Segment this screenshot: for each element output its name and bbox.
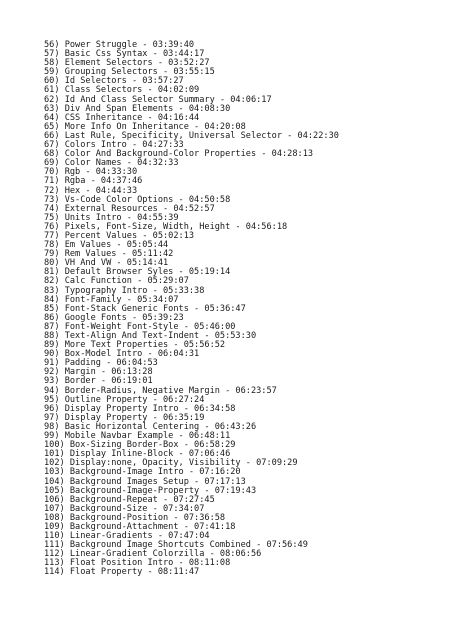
toc-line: 99) Mobile Navbar Example - 06:48:11 [44,431,231,442]
toc-line: 88) Text-Align And Text-Indent - 05:53:30 [44,331,257,341]
toc-line: 74) External Resources - 04:52:57 [44,203,215,214]
toc-line: 78) Em Values - 05:05:44 [44,240,169,251]
toc-line: 106) Background-Repeat - 07:27:45 [44,494,215,505]
toc-line: 93) Border - 06:19:01 [44,376,153,387]
toc-line: 102) Display:none, Opacity, Visibility - 07:09:29 [44,458,298,469]
toc-line: 60) Id Selectors - 03:57:27 [44,76,184,87]
toc-line: 90) Box-Model Intro - 06:04:31 [44,349,200,360]
toc-line: 61) Class Selectors - 04:02:09 [44,85,200,96]
toc-line: 65) More Info On Inheritance - 04:20:08 [44,121,246,132]
table-of-contents [44,41,339,578]
toc-line: 107) Background-Size - 07:34:07 [44,503,205,514]
toc-line: 57) Basic Css Syntax - 03:44:17 [44,49,205,60]
toc-line: 71) Rgba - 04:37:46 [44,176,143,187]
toc-line: 77) Percent Values - 05:02:13 [44,230,195,241]
toc-line: 85) Font-Stack Generic Fonts - 05:36:47 [44,303,246,314]
toc-line: 75) Units Intro - 04:55:39 [44,212,179,223]
toc-line: 110) Linear-Gradients - 07:47:04 [44,531,210,542]
toc-line: 86) Google Fonts - 05:39:23 [44,312,184,323]
toc-line: 92) Margin - 06:13:28 [44,367,153,378]
toc-line: 56) Power Struggle - 03:39:40 [44,40,195,50]
toc-line: 69) Color Names - 04:32:33 [44,158,179,169]
toc-line: 64) CSS Inheritance - 04:16:44 [44,112,200,123]
toc-line: 89) More Text Properties - 05:56:52 [44,340,226,351]
toc-line: 58) Element Selectors - 03:52:27 [44,58,210,69]
toc-line: 113) Float Position Intro - 08:11:08 [44,558,231,569]
toc-line: 62) Id And Class Selector Summary - 04:06:17 [44,94,272,105]
toc-line: 98) Basic Horizontal Centering - 06:43:26 [44,421,257,432]
toc-line: 82) Calc Function - 05:29:07 [44,276,189,287]
toc-line: 94) Border-Radius, Negative Margin - 06:23:57 [44,385,277,396]
toc-line: 81) Default Browser Syles - 05:19:14 [44,267,231,278]
toc-line: 84) Font-Family - 05:34:07 [44,294,179,305]
toc-line: 73) Vs-Code Color Options - 04:50:58 [44,194,231,205]
toc-line: 101) Display Inline-Block - 07:06:46 [44,449,231,460]
toc-line: 67) Colors Intro - 04:27:33 [44,140,184,151]
toc-line: 70) Rgb - 04:33:30 [44,167,138,178]
toc-line: 111) Background Image Shortcuts Combined - 07:56:49 [44,540,308,551]
toc-line: 59) Grouping Selectors - 03:55:15 [44,67,215,78]
toc-line: 97) Display Property - 06:35:19 [44,412,205,423]
toc-line: 109) Background-Attachment - 07:41:18 [44,521,236,532]
toc-line: 72) Hex - 04:44:33 [44,185,138,196]
toc-line: 83) Typography Intro - 05:33:38 [44,285,205,296]
toc-line: 79) Rem Values - 05:11:42 [44,249,174,260]
toc-line: 91) Padding - 06:04:53 [44,358,158,369]
toc-line: 76) Pixels, Font-Size, Width, Height - 04:56:18 [44,221,288,232]
toc-line: 87) Font-Weight Font-Style - 05:46:00 [44,321,236,332]
toc-line: 104) Background Images Setup - 07:17:13 [44,476,246,487]
toc-line: 108) Background-Position - 07:36:58 [44,512,226,523]
toc-line: 66) Last Rule, Specificity, Universal Selector - 04:22:30 [44,130,339,141]
toc-line: 100) Box-Sizing Border-Box - 06:58:29 [44,440,236,451]
toc-line: 105) Background-Image-Property - 07:19:43 [44,485,257,496]
toc-line: 112) Linear-Gradient Colorzilla - 08:06:56 [44,549,262,560]
toc-line: 63) Div And Span Elements - 04:08:30 [44,103,231,114]
toc-line: 114) Float Property - 08:11:47 [44,567,200,578]
toc-line: 103) Background-Image Intro - 07:16:20 [44,467,241,478]
toc-line: 96) Display Property Intro - 06:34:58 [44,403,236,414]
toc-line: 95) Outline Property - 06:27:24 [44,394,205,405]
toc-line: 68) Color And Background-Color Properties - 04:28:13 [44,149,314,160]
toc-line: 80) VH And VW - 05:14:41 [44,258,169,269]
